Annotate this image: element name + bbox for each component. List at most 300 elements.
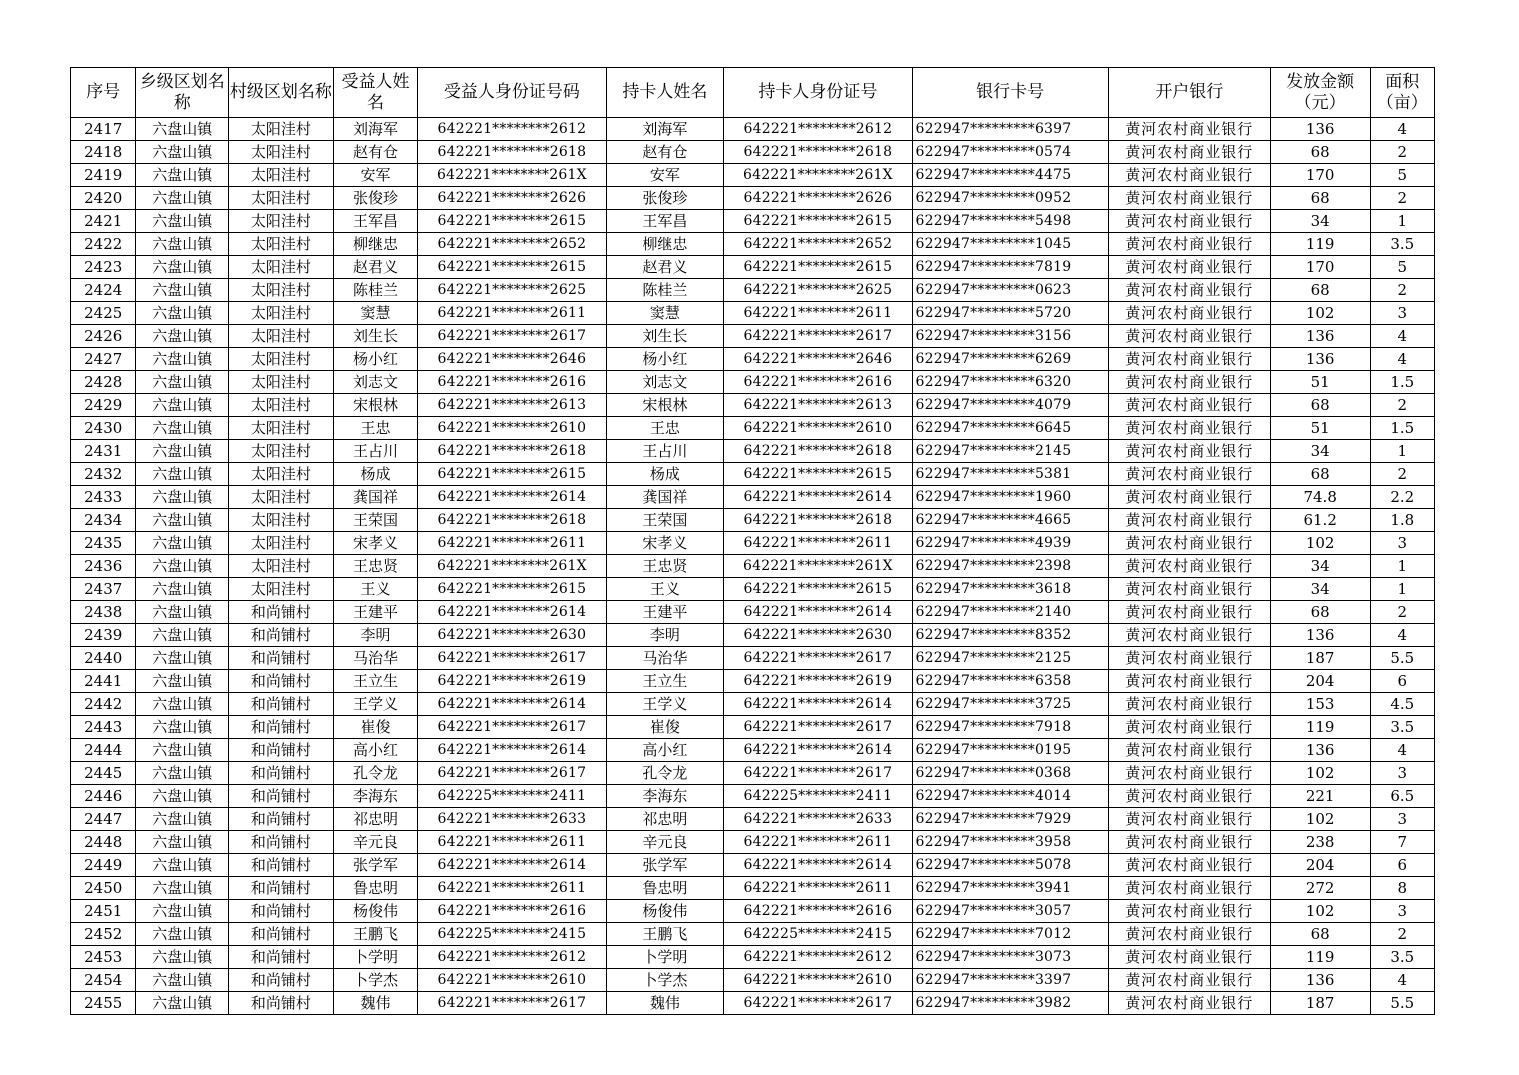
holder-cell: 王义 <box>606 578 724 601</box>
beneficiary-cell: 王立生 <box>333 670 418 693</box>
holder-id-cell: 642221********2615 <box>724 256 912 279</box>
table-row <box>71 279 1435 302</box>
beneficiary-id-cell: 642221********2611 <box>418 532 606 555</box>
holder-cell: 张学军 <box>606 854 724 877</box>
beneficiary-cell: 崔俊 <box>333 716 418 739</box>
holder-cell: 鲁忠明 <box>606 877 724 900</box>
village-cell: 和尚铺村 <box>229 739 334 762</box>
village-cell: 太阳洼村 <box>229 463 334 486</box>
card-cell: 622947*********0195 <box>912 739 1108 762</box>
beneficiary-id-cell: 642221********2614 <box>418 601 606 624</box>
card-cell: 622947*********5078 <box>912 854 1108 877</box>
bank-cell: 黄河农村商业银行 <box>1108 371 1270 394</box>
area-cell: 7 <box>1370 831 1435 854</box>
beneficiary-cell: 卜学杰 <box>333 969 418 992</box>
beneficiary-cell: 马治华 <box>333 647 418 670</box>
area-cell: 8 <box>1370 877 1435 900</box>
township-cell: 六盘山镇 <box>136 762 229 785</box>
amount-cell: 136 <box>1270 624 1370 647</box>
table-row <box>71 141 1435 164</box>
holder-cell: 杨俊伟 <box>606 900 724 923</box>
township-cell: 六盘山镇 <box>136 900 229 923</box>
beneficiary-cell: 辛元良 <box>333 831 418 854</box>
holder-cell: 杨成 <box>606 463 724 486</box>
beneficiary-cell: 王鹏飞 <box>333 923 418 946</box>
area-cell: 2 <box>1370 141 1435 164</box>
beneficiary-cell: 宋孝义 <box>333 532 418 555</box>
bank-cell: 黄河农村商业银行 <box>1108 325 1270 348</box>
card-cell: 622947*********0368 <box>912 762 1108 785</box>
beneficiary-cell: 杨小红 <box>333 348 418 371</box>
area-cell: 3 <box>1370 808 1435 831</box>
area-cell: 2 <box>1370 463 1435 486</box>
village-cell: 和尚铺村 <box>229 693 334 716</box>
village-cell: 和尚铺村 <box>229 808 334 831</box>
beneficiary-cell: 王占川 <box>333 440 418 463</box>
seq-cell: 2453 <box>71 946 136 969</box>
card-cell: 622947*********3725 <box>912 693 1108 716</box>
area-cell: 1 <box>1370 440 1435 463</box>
holder-id-cell: 642221********2646 <box>724 348 912 371</box>
beneficiary-id-cell: 642221********2612 <box>418 118 606 141</box>
seq-cell: 2455 <box>71 992 136 1015</box>
township-cell: 六盘山镇 <box>136 624 229 647</box>
amount-cell: 272 <box>1270 877 1370 900</box>
card-cell: 622947*********6358 <box>912 670 1108 693</box>
township-cell: 六盘山镇 <box>136 854 229 877</box>
seq-cell: 2422 <box>71 233 136 256</box>
area-cell: 4 <box>1370 969 1435 992</box>
area-cell: 6 <box>1370 670 1435 693</box>
township-cell: 六盘山镇 <box>136 693 229 716</box>
seq-cell: 2421 <box>71 210 136 233</box>
village-cell: 太阳洼村 <box>229 302 334 325</box>
holder-cell: 宋根林 <box>606 394 724 417</box>
table-row <box>71 624 1435 647</box>
village-cell: 和尚铺村 <box>229 900 334 923</box>
beneficiary-id-cell: 642221********2615 <box>418 256 606 279</box>
seq-cell: 2434 <box>71 509 136 532</box>
beneficiary-id-cell: 642221********2614 <box>418 693 606 716</box>
seq-cell: 2440 <box>71 647 136 670</box>
bank-cell: 黄河农村商业银行 <box>1108 417 1270 440</box>
bank-cell: 黄河农村商业银行 <box>1108 348 1270 371</box>
township-cell: 六盘山镇 <box>136 256 229 279</box>
seq-cell: 2447 <box>71 808 136 831</box>
beneficiary-cell: 李明 <box>333 624 418 647</box>
seq-cell: 2426 <box>71 325 136 348</box>
seq-cell: 2432 <box>71 463 136 486</box>
card-cell: 622947*********2125 <box>912 647 1108 670</box>
bank-cell: 黄河农村商业银行 <box>1108 555 1270 578</box>
card-cell: 622947*********3156 <box>912 325 1108 348</box>
beneficiary-id-cell: 642221********2630 <box>418 624 606 647</box>
township-cell: 六盘山镇 <box>136 831 229 854</box>
holder-cell: 王立生 <box>606 670 724 693</box>
seq-cell: 2417 <box>71 118 136 141</box>
area-cell: 3 <box>1370 762 1435 785</box>
seq-cell: 2427 <box>71 348 136 371</box>
card-cell: 622947*********6320 <box>912 371 1108 394</box>
beneficiary-id-cell: 642221********2619 <box>418 670 606 693</box>
holder-cell: 辛元良 <box>606 831 724 854</box>
seq-cell: 2443 <box>71 716 136 739</box>
holder-cell: 赵君义 <box>606 256 724 279</box>
holder-cell: 魏伟 <box>606 992 724 1015</box>
seq-cell: 2454 <box>71 969 136 992</box>
card-cell: 622947*********6397 <box>912 118 1108 141</box>
village-cell: 和尚铺村 <box>229 624 334 647</box>
table-row <box>71 164 1435 187</box>
header-seq: 序号 <box>71 68 136 118</box>
beneficiary-id-cell: 642221********2652 <box>418 233 606 256</box>
holder-cell: 卜学杰 <box>606 969 724 992</box>
beneficiary-cell: 柳继忠 <box>333 233 418 256</box>
beneficiary-id-cell: 642221********2617 <box>418 762 606 785</box>
area-cell: 5 <box>1370 256 1435 279</box>
township-cell: 六盘山镇 <box>136 923 229 946</box>
amount-cell: 102 <box>1270 762 1370 785</box>
village-cell: 太阳洼村 <box>229 578 334 601</box>
village-cell: 和尚铺村 <box>229 946 334 969</box>
beneficiary-id-cell: 642221********2610 <box>418 969 606 992</box>
bank-cell: 黄河农村商业银行 <box>1108 762 1270 785</box>
area-cell: 4 <box>1370 739 1435 762</box>
table-row <box>71 647 1435 670</box>
holder-cell: 祁忠明 <box>606 808 724 831</box>
bank-cell: 黄河农村商业银行 <box>1108 440 1270 463</box>
holder-cell: 宋孝义 <box>606 532 724 555</box>
holder-cell: 高小红 <box>606 739 724 762</box>
holder-cell: 王忠 <box>606 417 724 440</box>
amount-cell: 68 <box>1270 601 1370 624</box>
township-cell: 六盘山镇 <box>136 509 229 532</box>
holder-cell: 龚国祥 <box>606 486 724 509</box>
header-beneficiary-id: 受益人身份证号码 <box>418 68 606 118</box>
holder-id-cell: 642225********2411 <box>724 785 912 808</box>
village-cell: 和尚铺村 <box>229 762 334 785</box>
area-cell: 1 <box>1370 210 1435 233</box>
card-cell: 622947*********4475 <box>912 164 1108 187</box>
village-cell: 太阳洼村 <box>229 118 334 141</box>
township-cell: 六盘山镇 <box>136 141 229 164</box>
holder-cell: 窦慧 <box>606 302 724 325</box>
village-cell: 太阳洼村 <box>229 348 334 371</box>
seq-cell: 2438 <box>71 601 136 624</box>
township-cell: 六盘山镇 <box>136 555 229 578</box>
bank-cell: 黄河农村商业银行 <box>1108 854 1270 877</box>
beneficiary-id-cell: 642221********2618 <box>418 509 606 532</box>
beneficiary-id-cell: 642221********261X <box>418 555 606 578</box>
amount-cell: 102 <box>1270 900 1370 923</box>
holder-cell: 李明 <box>606 624 724 647</box>
township-cell: 六盘山镇 <box>136 325 229 348</box>
seq-cell: 2437 <box>71 578 136 601</box>
table-row <box>71 325 1435 348</box>
beneficiary-id-cell: 642221********2617 <box>418 325 606 348</box>
table-row <box>71 900 1435 923</box>
beneficiary-cell: 赵有仓 <box>333 141 418 164</box>
village-cell: 和尚铺村 <box>229 992 334 1015</box>
table-row <box>71 210 1435 233</box>
holder-cell: 王鹏飞 <box>606 923 724 946</box>
holder-id-cell: 642221********2630 <box>724 624 912 647</box>
holder-cell: 马治华 <box>606 647 724 670</box>
bank-cell: 黄河农村商业银行 <box>1108 578 1270 601</box>
card-cell: 622947*********3057 <box>912 900 1108 923</box>
township-cell: 六盘山镇 <box>136 969 229 992</box>
table-row <box>71 946 1435 969</box>
holder-id-cell: 642221********2614 <box>724 601 912 624</box>
seq-cell: 2441 <box>71 670 136 693</box>
bank-cell: 黄河农村商业银行 <box>1108 808 1270 831</box>
seq-cell: 2445 <box>71 762 136 785</box>
card-cell: 622947*********0623 <box>912 279 1108 302</box>
amount-cell: 74.8 <box>1270 486 1370 509</box>
holder-id-cell: 642221********2610 <box>724 417 912 440</box>
holder-cell: 陈桂兰 <box>606 279 724 302</box>
township-cell: 六盘山镇 <box>136 532 229 555</box>
holder-id-cell: 642221********2625 <box>724 279 912 302</box>
township-cell: 六盘山镇 <box>136 164 229 187</box>
table-row <box>71 532 1435 555</box>
village-cell: 和尚铺村 <box>229 831 334 854</box>
area-cell: 3 <box>1370 532 1435 555</box>
seq-cell: 2419 <box>71 164 136 187</box>
holder-id-cell: 642221********2618 <box>724 509 912 532</box>
beneficiary-id-cell: 642221********2614 <box>418 854 606 877</box>
card-cell: 622947*********3958 <box>912 831 1108 854</box>
card-cell: 622947*********4939 <box>912 532 1108 555</box>
bank-cell: 黄河农村商业银行 <box>1108 716 1270 739</box>
area-cell: 3.5 <box>1370 233 1435 256</box>
table-row <box>71 394 1435 417</box>
beneficiary-id-cell: 642221********2633 <box>418 808 606 831</box>
township-cell: 六盘山镇 <box>136 187 229 210</box>
subsidy-table <box>70 67 1435 1015</box>
village-cell: 太阳洼村 <box>229 532 334 555</box>
table-row <box>71 808 1435 831</box>
seq-cell: 2431 <box>71 440 136 463</box>
seq-cell: 2451 <box>71 900 136 923</box>
township-cell: 六盘山镇 <box>136 302 229 325</box>
beneficiary-cell: 杨俊伟 <box>333 900 418 923</box>
beneficiary-id-cell: 642221********2614 <box>418 486 606 509</box>
village-cell: 和尚铺村 <box>229 601 334 624</box>
table-row <box>71 923 1435 946</box>
beneficiary-cell: 窦慧 <box>333 302 418 325</box>
card-cell: 622947*********5498 <box>912 210 1108 233</box>
beneficiary-cell: 杨成 <box>333 463 418 486</box>
bank-cell: 黄河农村商业银行 <box>1108 923 1270 946</box>
table-row <box>71 555 1435 578</box>
amount-cell: 102 <box>1270 302 1370 325</box>
card-cell: 622947*********2145 <box>912 440 1108 463</box>
holder-id-cell: 642221********2615 <box>724 210 912 233</box>
holder-cell: 王学义 <box>606 693 724 716</box>
holder-id-cell: 642221********261X <box>724 555 912 578</box>
amount-cell: 68 <box>1270 463 1370 486</box>
village-cell: 太阳洼村 <box>229 509 334 532</box>
village-cell: 和尚铺村 <box>229 647 334 670</box>
seq-cell: 2418 <box>71 141 136 164</box>
area-cell: 5.5 <box>1370 992 1435 1015</box>
village-cell: 太阳洼村 <box>229 256 334 279</box>
beneficiary-id-cell: 642221********2611 <box>418 831 606 854</box>
village-cell: 太阳洼村 <box>229 187 334 210</box>
amount-cell: 119 <box>1270 233 1370 256</box>
amount-cell: 238 <box>1270 831 1370 854</box>
beneficiary-cell: 李海东 <box>333 785 418 808</box>
header-area: 面积（亩） <box>1370 68 1435 118</box>
area-cell: 2 <box>1370 923 1435 946</box>
table-row <box>71 509 1435 532</box>
card-cell: 622947*********3618 <box>912 578 1108 601</box>
seq-cell: 2430 <box>71 417 136 440</box>
holder-id-cell: 642221********2611 <box>724 532 912 555</box>
holder-id-cell: 642225********2415 <box>724 923 912 946</box>
holder-id-cell: 642221********2615 <box>724 463 912 486</box>
holder-id-cell: 642221********2613 <box>724 394 912 417</box>
bank-cell: 黄河农村商业银行 <box>1108 187 1270 210</box>
amount-cell: 34 <box>1270 440 1370 463</box>
seq-cell: 2442 <box>71 693 136 716</box>
holder-id-cell: 642221********2612 <box>724 946 912 969</box>
table-row <box>71 233 1435 256</box>
table-row <box>71 992 1435 1015</box>
header-village: 村级区划名称 <box>229 68 334 118</box>
area-cell: 1.8 <box>1370 509 1435 532</box>
beneficiary-id-cell: 642221********2626 <box>418 187 606 210</box>
village-cell: 太阳洼村 <box>229 233 334 256</box>
seq-cell: 2449 <box>71 854 136 877</box>
card-cell: 622947*********2398 <box>912 555 1108 578</box>
area-cell: 3 <box>1370 302 1435 325</box>
township-cell: 六盘山镇 <box>136 739 229 762</box>
beneficiary-id-cell: 642221********2615 <box>418 210 606 233</box>
holder-id-cell: 642221********2614 <box>724 486 912 509</box>
village-cell: 和尚铺村 <box>229 854 334 877</box>
card-cell: 622947*********2140 <box>912 601 1108 624</box>
beneficiary-id-cell: 642221********2610 <box>418 417 606 440</box>
area-cell: 1 <box>1370 555 1435 578</box>
village-cell: 太阳洼村 <box>229 325 334 348</box>
amount-cell: 61.2 <box>1270 509 1370 532</box>
area-cell: 6 <box>1370 854 1435 877</box>
beneficiary-cell: 高小红 <box>333 739 418 762</box>
beneficiary-id-cell: 642221********261X <box>418 164 606 187</box>
card-cell: 622947*********7929 <box>912 808 1108 831</box>
area-cell: 4 <box>1370 325 1435 348</box>
amount-cell: 136 <box>1270 325 1370 348</box>
township-cell: 六盘山镇 <box>136 785 229 808</box>
amount-cell: 221 <box>1270 785 1370 808</box>
beneficiary-id-cell: 642221********2617 <box>418 716 606 739</box>
village-cell: 和尚铺村 <box>229 670 334 693</box>
amount-cell: 204 <box>1270 854 1370 877</box>
bank-cell: 黄河农村商业银行 <box>1108 670 1270 693</box>
beneficiary-cell: 刘海军 <box>333 118 418 141</box>
card-cell: 622947*********3397 <box>912 969 1108 992</box>
township-cell: 六盘山镇 <box>136 118 229 141</box>
holder-id-cell: 642221********2611 <box>724 302 912 325</box>
card-cell: 622947*********5720 <box>912 302 1108 325</box>
beneficiary-cell: 赵君义 <box>333 256 418 279</box>
beneficiary-cell: 王军昌 <box>333 210 418 233</box>
beneficiary-id-cell: 642221********2616 <box>418 371 606 394</box>
holder-cell: 王荣国 <box>606 509 724 532</box>
holder-cell: 杨小红 <box>606 348 724 371</box>
amount-cell: 68 <box>1270 923 1370 946</box>
beneficiary-id-cell: 642221********2617 <box>418 647 606 670</box>
table-body <box>71 118 1435 1015</box>
township-cell: 六盘山镇 <box>136 578 229 601</box>
beneficiary-cell: 祁忠明 <box>333 808 418 831</box>
beneficiary-id-cell: 642225********2411 <box>418 785 606 808</box>
table-row <box>71 578 1435 601</box>
beneficiary-cell: 刘生长 <box>333 325 418 348</box>
bank-cell: 黄河农村商业银行 <box>1108 141 1270 164</box>
bank-cell: 黄河农村商业银行 <box>1108 601 1270 624</box>
bank-cell: 黄河农村商业银行 <box>1108 739 1270 762</box>
holder-cell: 刘生长 <box>606 325 724 348</box>
bank-cell: 黄河农村商业银行 <box>1108 969 1270 992</box>
beneficiary-cell: 王荣国 <box>333 509 418 532</box>
amount-cell: 136 <box>1270 969 1370 992</box>
amount-cell: 136 <box>1270 348 1370 371</box>
beneficiary-cell: 魏伟 <box>333 992 418 1015</box>
card-cell: 622947*********7918 <box>912 716 1108 739</box>
amount-cell: 51 <box>1270 417 1370 440</box>
seq-cell: 2439 <box>71 624 136 647</box>
beneficiary-id-cell: 642221********2612 <box>418 946 606 969</box>
beneficiary-id-cell: 642221********2618 <box>418 440 606 463</box>
township-cell: 六盘山镇 <box>136 670 229 693</box>
township-cell: 六盘山镇 <box>136 463 229 486</box>
village-cell: 和尚铺村 <box>229 923 334 946</box>
seq-cell: 2423 <box>71 256 136 279</box>
holder-cell: 刘海军 <box>606 118 724 141</box>
bank-cell: 黄河农村商业银行 <box>1108 946 1270 969</box>
table-row <box>71 831 1435 854</box>
seq-cell: 2420 <box>71 187 136 210</box>
beneficiary-cell: 王义 <box>333 578 418 601</box>
card-cell: 622947*********1045 <box>912 233 1108 256</box>
holder-id-cell: 642221********2617 <box>724 716 912 739</box>
header-bank: 开户银行 <box>1108 68 1270 118</box>
table-row <box>71 187 1435 210</box>
bank-cell: 黄河农村商业银行 <box>1108 992 1270 1015</box>
village-cell: 太阳洼村 <box>229 371 334 394</box>
bank-cell: 黄河农村商业银行 <box>1108 118 1270 141</box>
table-row <box>71 463 1435 486</box>
amount-cell: 68 <box>1270 394 1370 417</box>
village-cell: 太阳洼村 <box>229 417 334 440</box>
beneficiary-id-cell: 642221********2614 <box>418 739 606 762</box>
card-cell: 622947*********6269 <box>912 348 1108 371</box>
holder-id-cell: 642221********2616 <box>724 371 912 394</box>
holder-id-cell: 642221********2617 <box>724 647 912 670</box>
holder-id-cell: 642221********2614 <box>724 739 912 762</box>
beneficiary-id-cell: 642221********2613 <box>418 394 606 417</box>
beneficiary-cell: 卜学明 <box>333 946 418 969</box>
beneficiary-cell: 王忠贤 <box>333 555 418 578</box>
holder-id-cell: 642221********2619 <box>724 670 912 693</box>
holder-cell: 孔令龙 <box>606 762 724 785</box>
header-holder-id: 持卡人身份证号 <box>724 68 912 118</box>
holder-cell: 卜学明 <box>606 946 724 969</box>
header-card: 银行卡号 <box>912 68 1108 118</box>
